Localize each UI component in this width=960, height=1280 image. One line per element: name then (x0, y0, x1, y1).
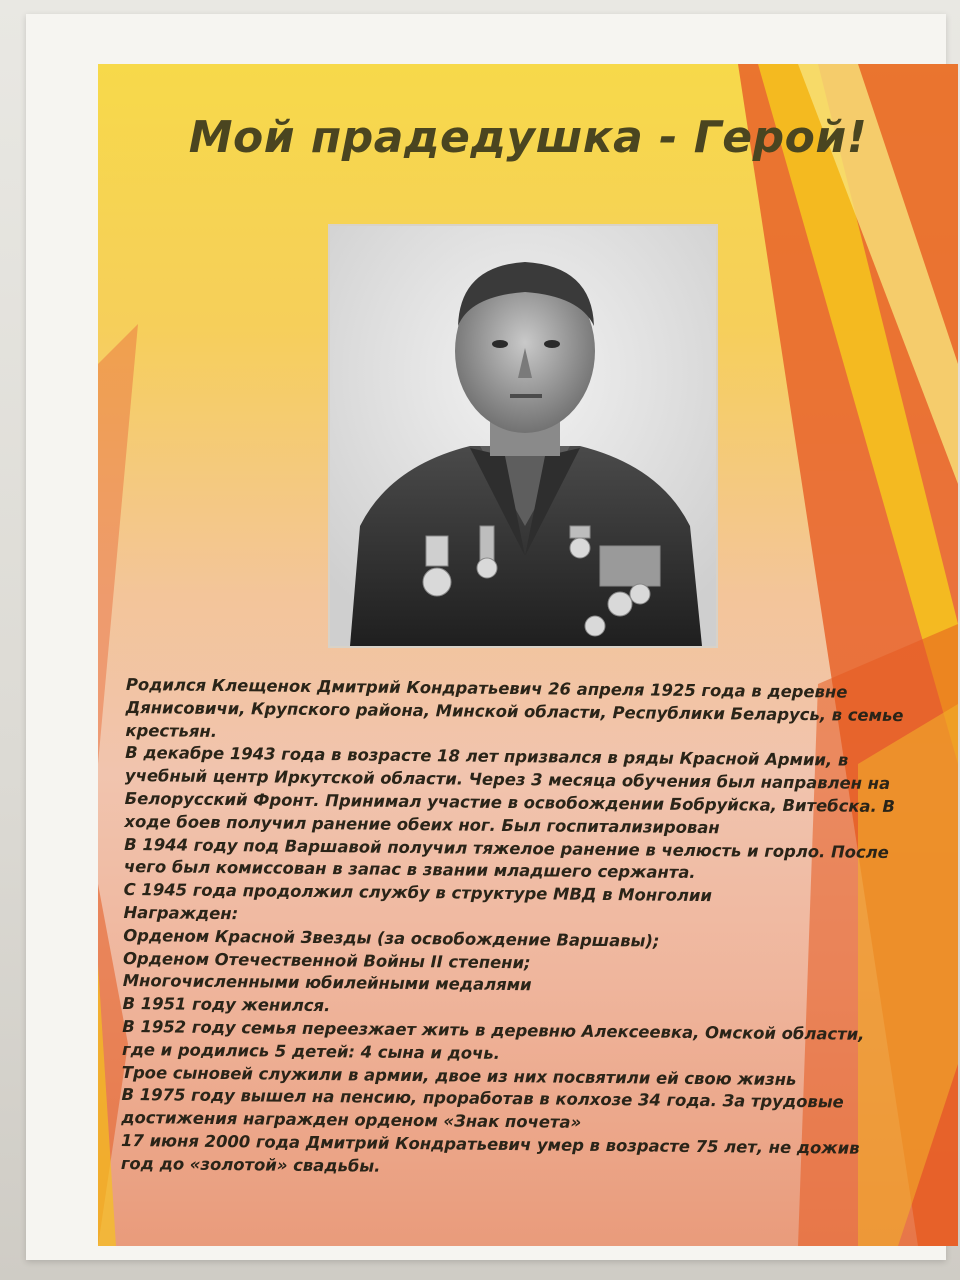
bio-line: Трое сыновей служили в армии, двое из них посвятили ей свою жизнь (121, 1062, 797, 1089)
portrait-photo (328, 224, 718, 648)
bio-line: где и родились 5 детей: 4 сына и дочь. (121, 1039, 501, 1063)
poster-title: Мой прадедушка - Герой! (188, 112, 868, 163)
bio-line: учебный центр Иркутской области. Через 3 месяца обучения был направлен на (124, 766, 891, 794)
bio-line: крестьян. (125, 720, 218, 741)
bio-line: 17 июня 2000 года Дмитрий Кондратьевич умер в возрасте 75 лет, не дожив (121, 1130, 860, 1158)
bio-line: Награжден: (123, 902, 239, 924)
bio-line: достижения награжден орденом «Знак почета» (121, 1108, 582, 1132)
bio-line: В 1952 году семья переезжает жить в деревню Алексеевка, Омской области, (122, 1016, 865, 1044)
bio-line: В 1975 году вышел на пенсию, проработав в колхозе 34 года. За трудовые (121, 1085, 844, 1112)
bio-line: год до «золотой» свадьбы. (120, 1153, 381, 1176)
bio-line: Дянисовичи, Крупского района, Минской области, Республики Беларусь, в семье (125, 697, 904, 725)
bio-line: Родился Клещенок Дмитрий Кондратьевич 26 апреля 1925 года в деревне (125, 674, 848, 702)
bio-line: Белорусский Фронт. Принимал участие в освобождении Бобруйска, Витебска. В (124, 788, 896, 817)
bio-line: В декабре 1943 года в возрасте 18 лет призвался в ряды Красной Армии, в (125, 743, 849, 770)
bio-line: Орденом Красной Звезды (за освобождение Варшавы); (123, 925, 660, 951)
bio-line: В 1951 году женился. (122, 994, 331, 1016)
bio-line: Орденом Отечественной Войны II степени; (122, 948, 531, 972)
bio-line: В 1944 году под Варшавой получил тяжелое ранение в челюсть и горло. После (124, 834, 889, 862)
paper-sheet (26, 14, 946, 1260)
bio-line: чего был комиссован в запас в звании младшего сержанта. (123, 857, 696, 883)
bio-line: ходе боев получил ранение обеих ног. Был госпитализирован (124, 811, 720, 838)
portrait-image (330, 226, 716, 646)
biography-text (121, 674, 916, 1184)
poster (98, 64, 958, 1246)
bio-line: Многочисленными юбилейными медалями (122, 971, 532, 995)
bio-line: С 1945 года продолжил службу в структуре МВД в Монголии (123, 880, 713, 906)
